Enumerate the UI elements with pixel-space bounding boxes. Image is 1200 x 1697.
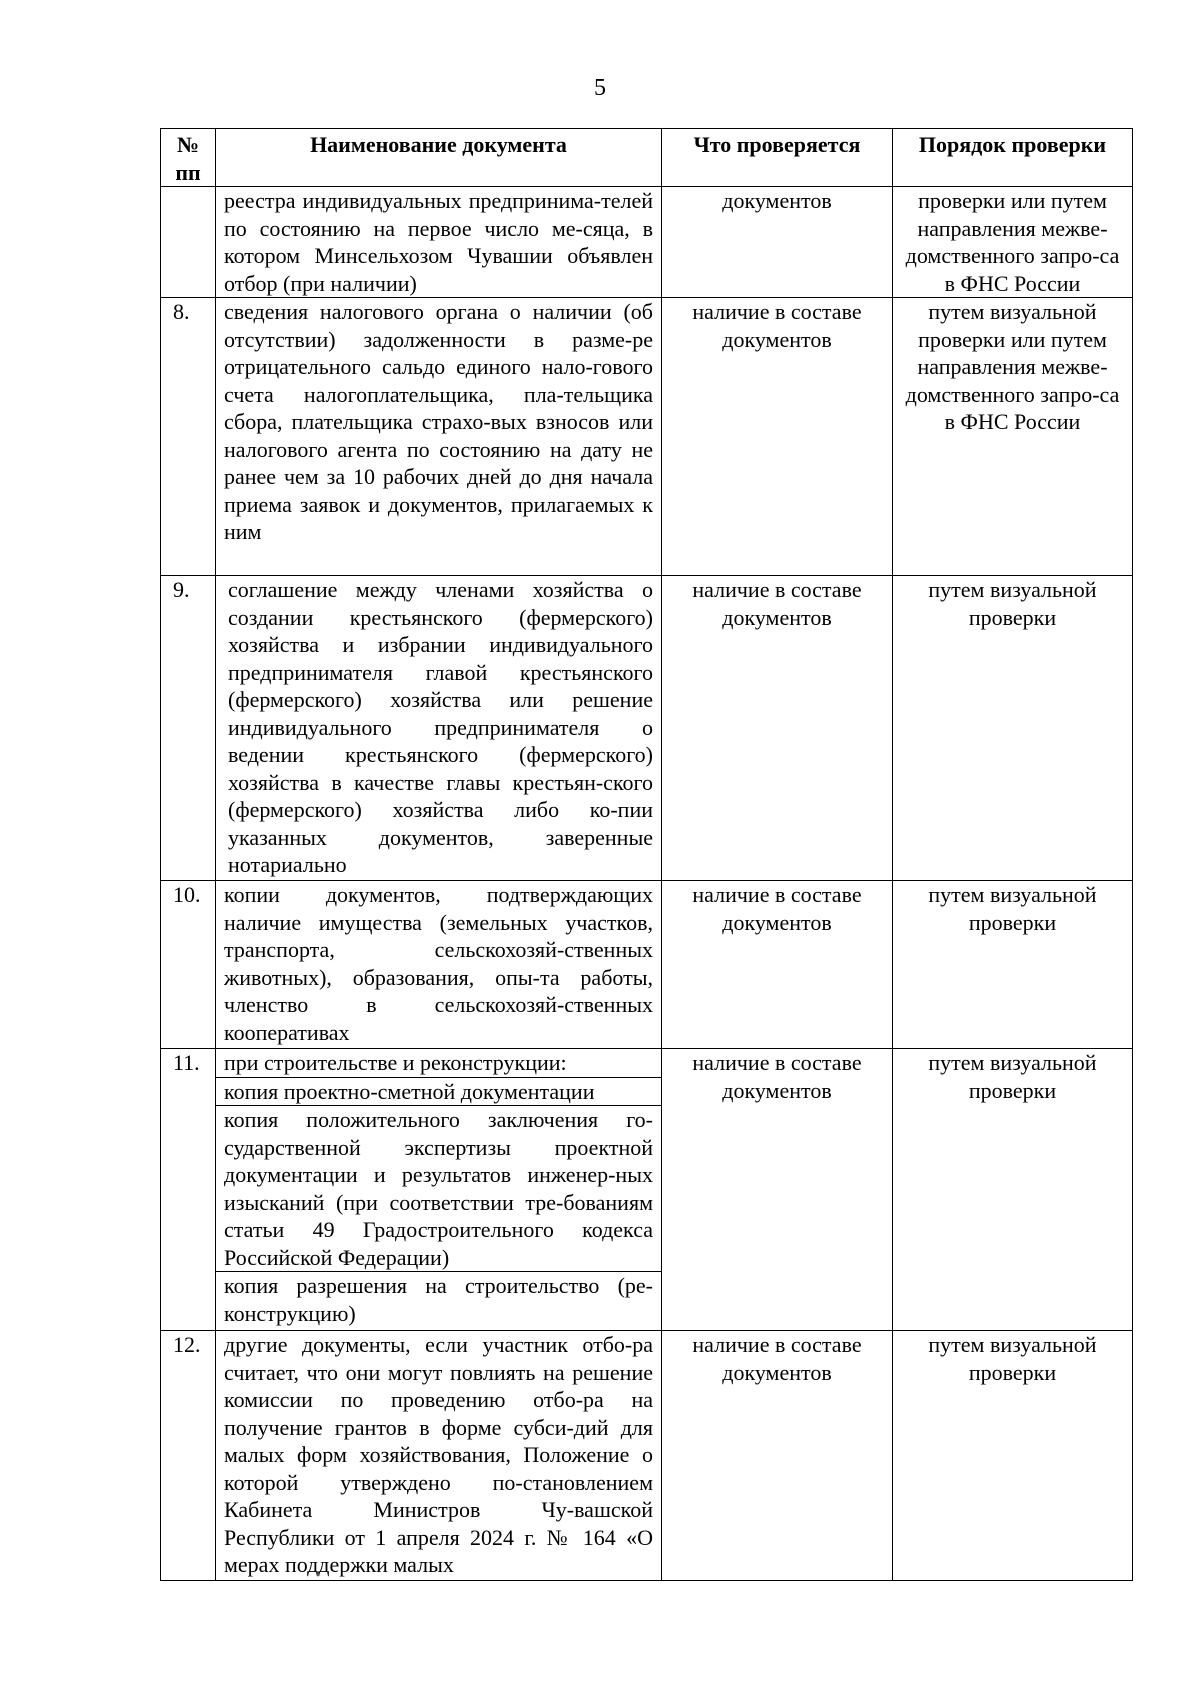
table-row	[161, 187, 1133, 298]
documents-table	[160, 128, 1133, 1581]
document-subitem: копия разрешения на строительство (ре-конструкцию)	[224, 1273, 653, 1326]
header-name: Наименование документа	[216, 129, 662, 187]
check-how: путем визуальной проверки или путем направления межве-домственного запро-са в ФНС России	[893, 298, 1133, 576]
document-name: копии документов, подтверждающих наличие имущества (земельных участков, транспорта, сельскохозяй-ственных животных), образования, опы-та работы, членство в сельскохозяй-ственных кооперативах	[216, 881, 662, 1049]
check-what: наличие в составе документов	[662, 298, 893, 576]
table-row	[161, 298, 1133, 576]
check-how: путем визуальной проверки	[893, 881, 1133, 1049]
document-subitem: при строительстве и реконструкции:	[216, 1049, 661, 1078]
header-how: Порядок проверки	[893, 129, 1133, 187]
row-number: 10.	[161, 881, 216, 1049]
check-what: документов	[662, 187, 893, 298]
row-number: 12.	[161, 1331, 216, 1581]
table-header-row	[161, 129, 1133, 187]
document-subitem: копия проектно-сметной документации	[216, 1078, 661, 1107]
page-number: 5	[594, 75, 606, 101]
check-what: наличие в составе документов	[662, 1049, 893, 1331]
document-name: сведения налогового органа о наличии (об отсутствии) задолженности в разме-ре отрицательного сальдо единого нало-гового счета налогоплательщика, пла-тельщика сбора, плательщика страхо-вых взносов или налогового агента по состоянию на дату не ранее чем за 10 рабочих дней до дня начала приема заявок и документов, прилагаемых к ним	[216, 298, 662, 576]
header-num: № пп	[161, 129, 216, 187]
table-row	[161, 881, 1133, 1049]
table-row	[161, 1049, 1133, 1331]
check-how: путем визуальной проверки	[893, 1331, 1133, 1581]
document-name-group	[216, 1049, 662, 1331]
document-subitem: копия положительного заключения го-сударственной экспертизы проектной документации и результатов инженер-ных изысканий (при соответствии тре-бованиям статьи 49 Градостроительного кодекса Российской Федерации)	[216, 1106, 661, 1272]
row-number: 8.	[161, 298, 216, 576]
row-number	[161, 187, 216, 298]
document-name: соглашение между членами хозяйства о создании крестьянского (фермерского) хозяйства и избрании индивидуального предпринимателя главой крестьянского (фермерского) хозяйства или решение индивидуального предпринимателя о ведении крестьянского (фермерского) хозяйства в качестве главы крестьян-ского (фермерского) хозяйства либо ко-пии указанных документов, заверенные нотариально	[216, 576, 662, 881]
table-row	[161, 576, 1133, 881]
check-what: наличие в составе документов	[662, 1331, 893, 1581]
check-how: путем визуальной проверки	[893, 576, 1133, 881]
check-how: путем визуальной проверки	[893, 1049, 1133, 1331]
document-name: реестра индивидуальных предпринима-телей по состоянию на первое число ме-сяца, в котором Минсельхозом Чувашии объявлен отбор (при наличии)	[216, 187, 662, 298]
check-how: проверки или путем направления межве-домственного запро-са в ФНС России	[893, 187, 1133, 298]
table-row	[161, 1331, 1133, 1581]
row-number: 11.	[161, 1049, 216, 1331]
check-what: наличие в составе документов	[662, 576, 893, 881]
header-what: Что проверяется	[662, 129, 893, 187]
document-name: другие документы, если участник отбо-ра считает, что они могут повлиять на решение комиссии по проведению отбо-ра на получение грантов в форме субси-дий для малых форм хозяйствования, Положение о которой утверждено по-становлением Кабинета Министров Чу-вашской Республики от 1 апреля 2024 г. № 164 «О мерах поддержки малых	[216, 1331, 662, 1581]
check-what: наличие в составе документов	[662, 881, 893, 1049]
row-number: 9.	[161, 576, 216, 881]
